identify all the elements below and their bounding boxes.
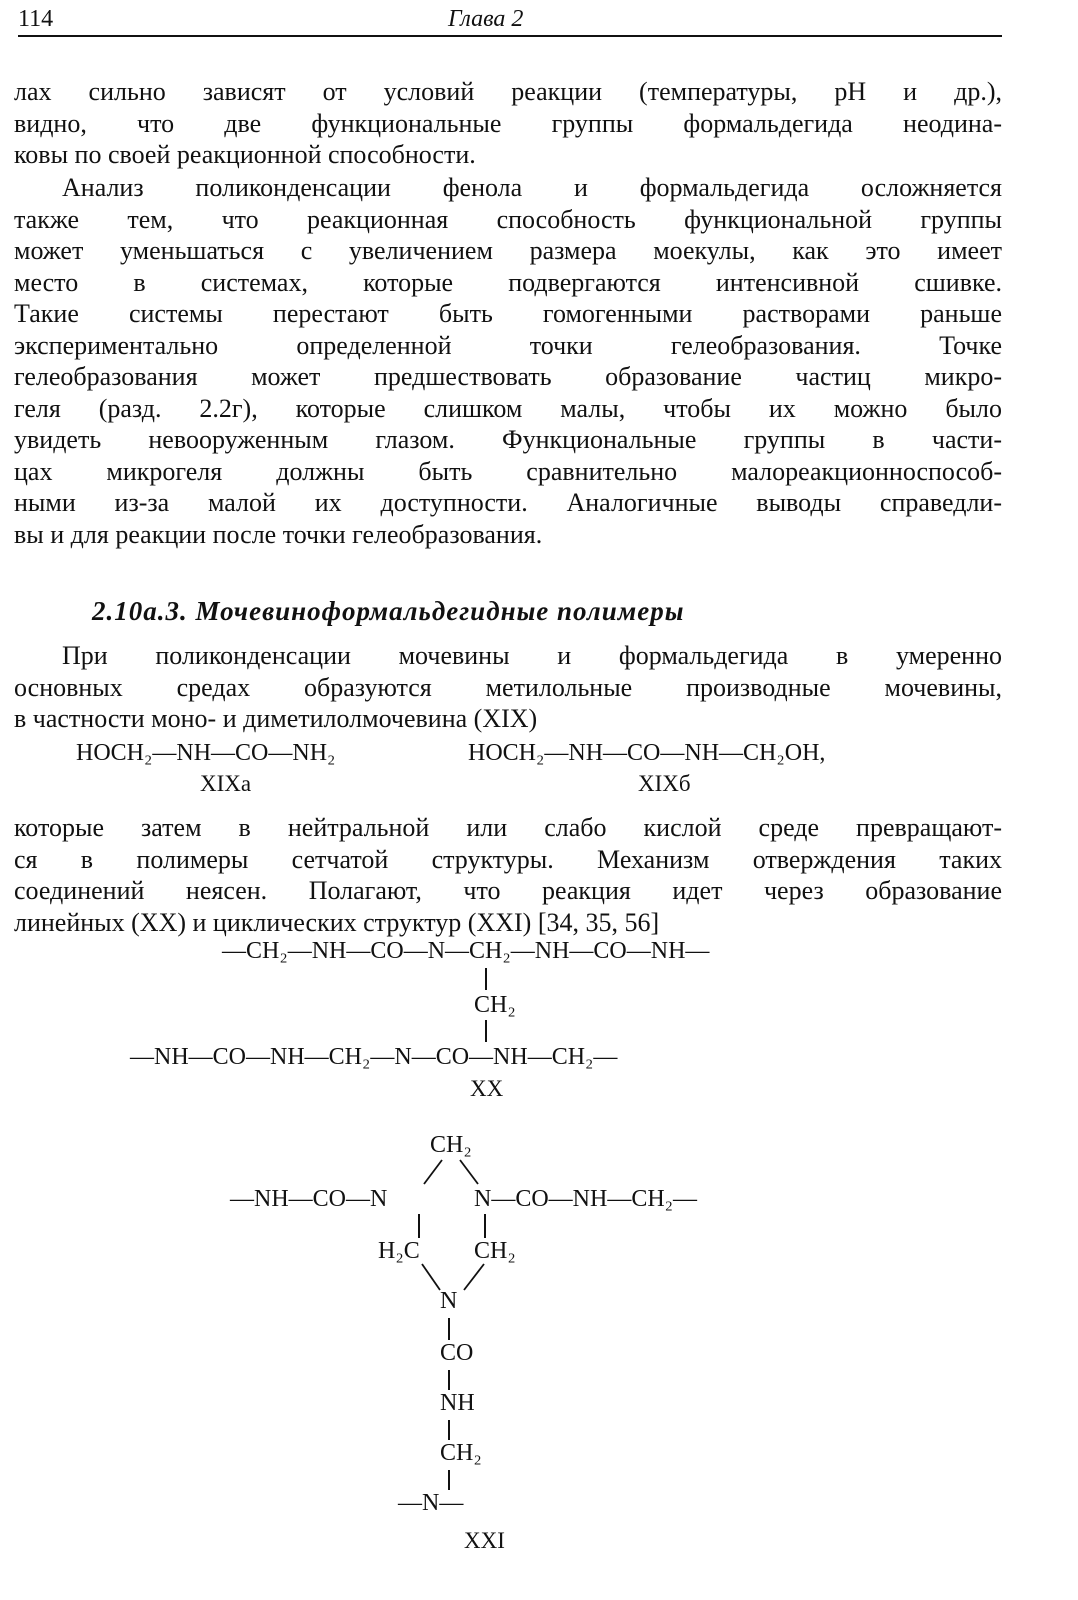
xxi-bond-bottom-right (464, 1264, 484, 1290)
text-line: цах микрогеля должны быть сравнительно малореакционноспособ- (14, 456, 1002, 486)
xxi-ring-right-ch2: CH₂ (474, 1238, 516, 1264)
xx-bottom-chain: —NH—CO—NH—CH₂—N—CO—NH—CH₂— (130, 1044, 618, 1070)
xxi-label: XXI (464, 1528, 505, 1553)
xxi-ring-top-ch2: CH₂ (430, 1132, 472, 1158)
xxi-left-chain: —NH—CO—N (230, 1186, 388, 1212)
formula-xixb: HOCH₂—NH—CO—NH—CH₂OH, (468, 740, 826, 766)
xx-top-chain: —CH₂—NH—CO—N—CH₂—NH—CO—NH— (222, 938, 710, 964)
text-line: Анализ поликонденсации фенола и формальдегида осложняется (62, 173, 1002, 202)
xxi-nh: NH (440, 1390, 475, 1416)
xxi-bond-right-vertical (484, 1214, 486, 1238)
xxi-bond-n-co (448, 1318, 450, 1340)
text-line: ковы по своей реакционной способности. (14, 140, 476, 169)
text-line: которые затем в нейтральной или слабо кислой среде превращают- (14, 813, 1002, 842)
text-line: также тем, что реакционная способность функциональной группы (14, 204, 1002, 234)
section-heading: 2.10а.3. Мочевиноформальдегидные полимеры (92, 596, 685, 626)
formula-label-xixb: XIXб (638, 771, 691, 796)
xxi-ring-bottom-n: N (440, 1288, 458, 1314)
formula-label-xixa: XIXa (200, 771, 252, 796)
xxi-co: CO (440, 1340, 474, 1366)
xxi-bond-co-nh (448, 1370, 450, 1390)
text-line: увидеть невооруженным глазом. Функциональные группы в части- (14, 425, 1002, 454)
xxi-terminal-n: —N— (398, 1490, 464, 1516)
text-line: линейных (XX) и циклических структур (XXI) [34, 35, 56] (14, 907, 660, 937)
xxi-bond-nh-ch2 (448, 1420, 450, 1440)
text-line: гелеобразования может предшествовать образование частиц микро- (14, 362, 1002, 391)
text-line: в частности моно- и диметилолмочевина (XIX) (14, 704, 538, 733)
xxi-bond-left-vertical (418, 1214, 420, 1238)
xxi-ch2: CH₂ (440, 1440, 482, 1466)
text-line: экспериментально определенной точки гелеобразования. Точке (14, 330, 1002, 360)
xxi-right-chain: N—CO—NH—CH₂— (474, 1186, 698, 1212)
xx-bridge-ch2: CH₂ (474, 992, 516, 1018)
page-number: 114 (18, 6, 54, 32)
xxi-bond-top-right (460, 1160, 478, 1184)
text-line: ными из-за малой их доступности. Аналогичные выводы справедли- (14, 488, 1002, 517)
xxi-bond-bottom-left (422, 1264, 440, 1290)
text-line: Такие системы перестают быть гомогенными растворами раньше (14, 299, 1002, 328)
text-line: основных средах образуются метилольные производные мочевины, (14, 672, 1002, 702)
text-line: может уменьшаться с увеличением размера моекулы, как это имеет (14, 236, 1002, 265)
text-line: ся в полимеры сетчатой структуры. Механизм отверждения таких (14, 844, 1002, 874)
xxi-bond-top-left (424, 1160, 442, 1184)
text-line: лах сильно зависят от условий реакции (температуры, pH и др.), (14, 77, 1002, 106)
text-line: место в системах, которые подвергаются интенсивной сшивке. (14, 267, 1002, 297)
text-line: При поликонденсации мочевины и формальдегида в умеренно (62, 641, 1002, 670)
text-line: соединений неясен. Полагают, что реакция идет через образование (14, 876, 1002, 905)
xxi-bond-ch2-n (448, 1470, 450, 1490)
text-line: геля (разд. 2.2г), которые слишком малы, чтобы их можно было (14, 393, 1002, 423)
text-line: видно, что две функциональные группы формальдегида неодина- (14, 108, 1002, 138)
formula-xixa: HOCH₂—NH—CO—NH₂ (76, 740, 336, 766)
xxi-ring-left-h2c: H₂C (378, 1238, 420, 1264)
running-head: Глава 2 (448, 6, 524, 32)
text-line: вы и для реакции после точки гелеобразования. (14, 519, 543, 549)
xx-label: XX (470, 1076, 504, 1101)
